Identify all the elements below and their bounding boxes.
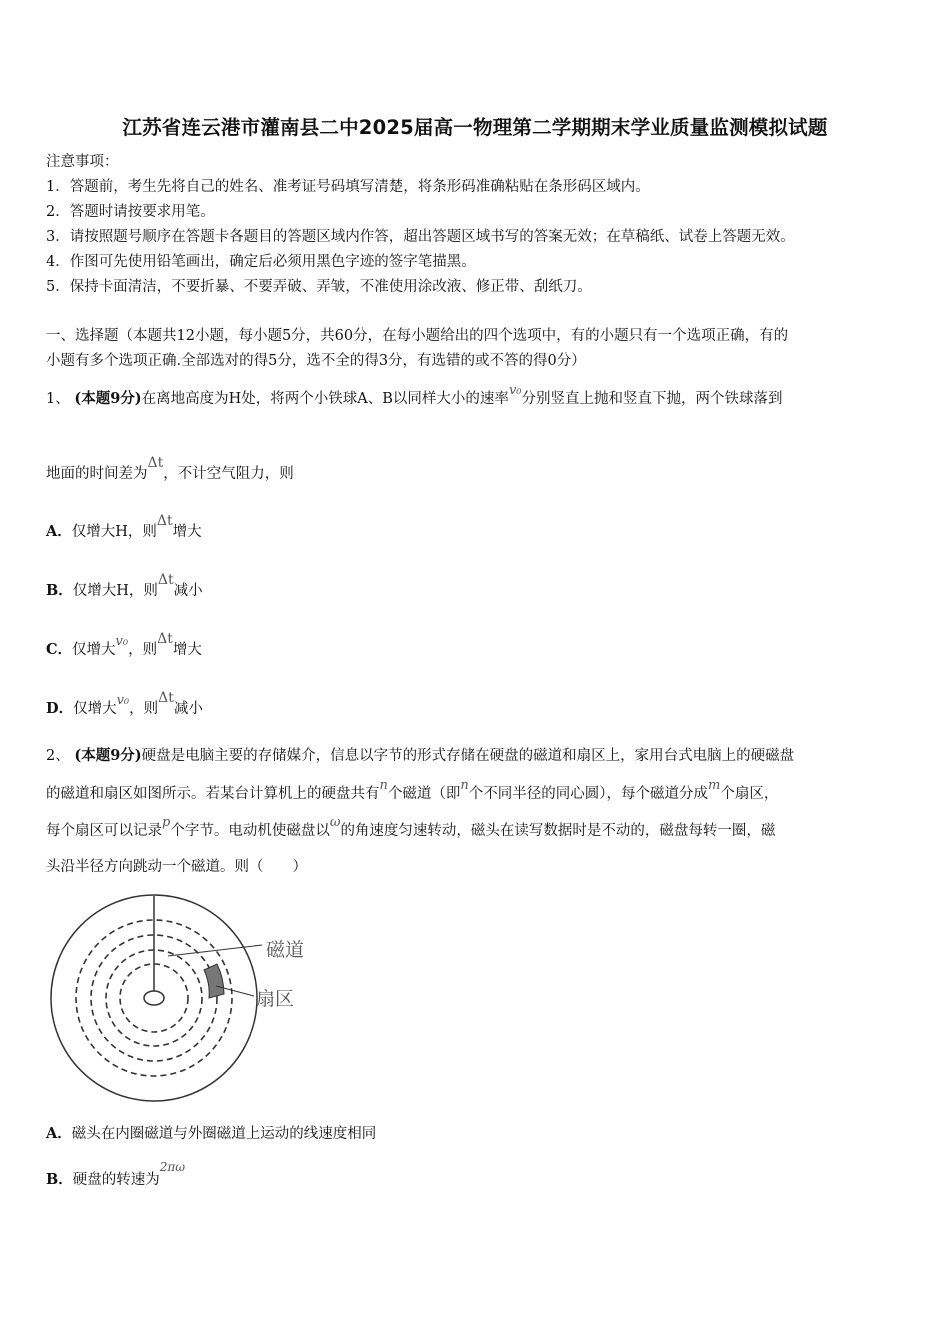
omega-symbol: ω: [329, 815, 341, 830]
q1-text-a: 在离地高度为H处，将两个小铁球A、B以同样大小的速率: [141, 391, 509, 407]
q2-text: 硬盘是电脑主要的存储媒介，信息以字节的形式存储在硬盘的磁道和扇区上，家用台式电脑上的硬磁盘: [141, 748, 795, 764]
option-text: 磁头在内圈磁道与外圈磁道上运动的线速度相同: [71, 1126, 377, 1142]
sector-label: 扇区: [256, 988, 295, 1010]
option-text: 硬盘的转速为: [72, 1172, 160, 1188]
note-item-5: 5．保持卡面清洁，不要折暴、不要弄破、弄皱，不准使用涂改液、修正带、刮纸刀。: [46, 279, 592, 295]
q2-text: 个不同半径的同心圆），每个磁道分成: [468, 786, 708, 802]
m-symbol: m: [708, 778, 721, 793]
n-symbol: n: [460, 778, 469, 793]
option-text: 仅增大: [73, 701, 117, 717]
two-pi-omega-formula: 2πω: [159, 1160, 186, 1174]
q1-option-c[interactable]: [46, 631, 202, 661]
p-symbol: p: [162, 815, 171, 830]
q2-stem-line3: [46, 815, 776, 842]
q2-stem-line1: [46, 746, 794, 766]
option-text: 减小: [173, 583, 203, 599]
delta-t-symbol: Δt: [147, 455, 164, 471]
q1-option-b[interactable]: [46, 572, 203, 601]
q1-text-c: 地面的时间差为: [46, 466, 148, 482]
option-label: A．: [46, 1125, 72, 1142]
option-text: 仅增大: [72, 642, 116, 658]
v0-symbol: v₀: [115, 634, 129, 649]
note-item-2: 2．答题时请按要求用笔。: [46, 204, 215, 220]
q1-stem-line2: [46, 455, 294, 484]
option-text: 减小: [173, 701, 203, 717]
q2-option-a[interactable]: [46, 1124, 376, 1144]
sector-shaded: [204, 964, 224, 998]
q2-stem-line4: 头沿半径方向跳动一个磁道。则（ ）: [46, 859, 307, 875]
hard-disk-figure: [44, 890, 324, 1110]
section-instructions-line2: 小题有多个选项正确.全部选对的得5分，选不全的得3分，有选错的或不答的得0分）: [46, 353, 586, 369]
option-text: 仅增大H，则: [71, 524, 157, 540]
disk-spindle: [144, 991, 164, 1005]
option-label: D．: [46, 700, 74, 717]
option-text: 增大: [172, 642, 202, 658]
page-title: 江苏省连云港市灌南县二中2025届高一物理第二学期期末学业质量监测模拟试题: [122, 116, 828, 139]
q1-text-d: ，不计空气阻力，则: [163, 466, 294, 482]
track-label: 磁道: [266, 939, 305, 961]
section-instructions-line1: 一、选择题（本题共12小题，每小题5分，共60分，在每小题给出的四个选项中，有的小题只有一个选项正确，有的: [46, 328, 789, 344]
option-text: ，则: [129, 701, 159, 717]
option-label: C．: [46, 641, 73, 658]
q1-option-a[interactable]: [46, 513, 202, 542]
option-label: B．: [46, 582, 73, 599]
q2-text: 个磁道（即: [387, 786, 461, 802]
q1-option-d[interactable]: [46, 690, 203, 720]
delta-t-symbol: Δt: [157, 631, 173, 647]
option-text: ，则: [128, 642, 158, 658]
q2-text: 的角速度匀速转动，磁头在读写数据时是不动的，磁盘每转一圈，磁: [340, 823, 776, 839]
note-item-4: 4．作图可先使用铅笔画出，确定后必须用黑色字迹的签字笔描黑。: [46, 254, 476, 270]
q1-text-b: 分别竖直上抛和竖直下抛，两个铁球落到: [521, 391, 783, 407]
q2-text: 的磁道和扇区如图所示。若某台计算机上的硬盘共有: [46, 786, 380, 802]
q2-text: 每个扇区可以记录: [46, 823, 162, 839]
notes-heading: 注意事项：: [46, 154, 119, 170]
q2-score: (本题9分): [74, 747, 142, 764]
delta-t-symbol: Δt: [157, 572, 174, 588]
q2-number: 2、: [46, 748, 70, 764]
v0-symbol: v₀: [508, 383, 522, 398]
q2-text: 个扇区，: [720, 786, 779, 802]
v0-symbol: v₀: [116, 693, 130, 708]
note-item-1: 1．答题前，考生先将自己的姓名、准考证号码填写清楚，将条形码准确粘贴在条形码区域内。: [46, 179, 650, 195]
option-text: 仅增大H，则: [72, 583, 158, 599]
option-label: A．: [46, 523, 72, 540]
option-text: 增大: [172, 524, 202, 540]
q2-text: 个字节。电动机使磁盘以: [170, 823, 330, 839]
option-label: B．: [46, 1171, 73, 1188]
delta-t-symbol: Δt: [158, 690, 174, 706]
delta-t-symbol: Δt: [156, 513, 173, 529]
q1-number: 1、: [46, 391, 70, 407]
n-symbol: n: [379, 778, 388, 793]
note-item-3: 3．请按照题号顺序在答题卡各题目的答题区域内作答，超出答题区域书写的答案无效；在草稿纸、试卷上答题无效。: [46, 229, 795, 245]
q2-stem-line2: [46, 778, 779, 805]
q1-score: (本题9分): [74, 390, 142, 407]
q1-stem-line1: [46, 383, 783, 410]
